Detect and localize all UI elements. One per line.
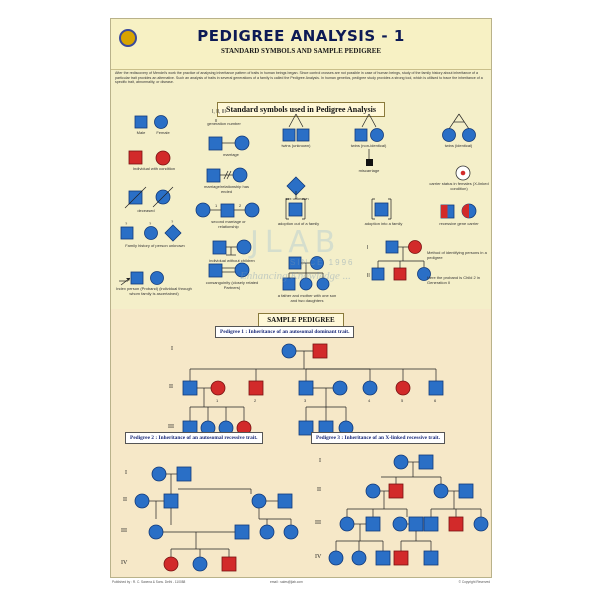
label-gen-numbers: I, II, III <box>212 109 226 115</box>
label-carrier-x: carrier status in females (X-linked condition) <box>429 181 489 191</box>
p3-gen-III: III <box>315 520 321 526</box>
label-with-condition: Individual with condition <box>132 166 176 171</box>
proband-symbol <box>131 272 143 284</box>
miscarriage-symbol <box>366 159 373 166</box>
svg-text:6: 6 <box>434 398 437 403</box>
p1-gen-I: I <box>171 346 173 352</box>
label-proband-note: Here the proband is Child 2 in Generation II <box>427 275 480 285</box>
svg-text:3: 3 <box>304 398 307 403</box>
chart-subtitle: STANDARD SYMBOLS AND SAMPLE PEDIGREE <box>220 47 382 55</box>
label-adoption-out: adoption out of a family <box>277 221 320 226</box>
marriage-female <box>235 136 249 150</box>
label-marriage: marriage <box>223 152 239 157</box>
chart-footer <box>110 580 492 588</box>
male-symbol <box>135 116 147 128</box>
affected-male <box>129 151 142 164</box>
pedigree-2-title: Pedigree 2 : Inheritance of an autosomal recessive trait. <box>125 432 263 444</box>
p2-gen-III: III <box>121 528 127 534</box>
svg-text:?: ? <box>149 221 152 226</box>
pedigree-3-title: Pedigree 3 : Inheritance of an X-linked recessive trait. <box>311 432 445 444</box>
label-twins-unknown: twins (unknown) <box>281 143 311 148</box>
label-sex-unknown: sex unknown <box>285 196 309 201</box>
label-deceased: deceased <box>137 208 155 213</box>
label-marriage-ended: marriage/relationship has ended <box>204 184 249 194</box>
adoption-out-symbol <box>289 203 302 216</box>
label-recessive-carrier: recessive gene carrier <box>439 221 479 226</box>
chart-title: PEDIGREE ANALYSIS - 1 <box>197 27 405 45</box>
label-consanguinity: consanguinity (closely related Partners) <box>205 280 259 290</box>
svg-text:?: ? <box>171 219 174 224</box>
label-female: Female <box>156 130 170 135</box>
svg-text:4: 4 <box>368 398 371 403</box>
svg-text:1: 1 <box>216 398 219 403</box>
svg-text:?: ? <box>125 221 128 226</box>
watermark-logo: JLAB <box>250 225 342 260</box>
svg-text:2: 2 <box>239 203 242 208</box>
svg-text:5: 5 <box>401 398 404 403</box>
label-twins-nonidentical: twins (non-identical) <box>350 143 387 148</box>
intro-paragraph: After the rediscovery of Mendel's work the practice of analysing inheritance pattern of traits in human beings began. Since control crosses are not possible in case of human beings, study of the family history about inheritance of a particular trait provides an alternative. Such an analysis of traits in several generations of a family is called the Pedigree Analysis. In human genetics, pedigree study provides a strong tool, which is utilised to trace the inheritance of a specific trait, abnormality, or disease. <box>115 71 483 85</box>
label-second-marriage: second marriage or relationship <box>211 219 246 229</box>
p3-gen-IV: IV <box>315 554 322 560</box>
label-miscarriage: miscarriage <box>358 168 380 173</box>
label-male: Male <box>136 130 146 135</box>
symbols-heading: Standard symbols used in Pedigree Analysis <box>217 102 385 117</box>
svg-text:I: I <box>367 245 369 251</box>
svg-text:II: II <box>367 273 370 279</box>
svg-text:1: 1 <box>215 203 218 208</box>
footer-email: email : sales@jlab.com <box>270 580 303 584</box>
adoption-into-symbol <box>375 203 388 216</box>
label-twins-identical: twins (identical) <box>444 143 473 148</box>
p2-gen-IV: IV <box>121 560 128 566</box>
p2-gen-I: I <box>125 470 127 476</box>
label-gen-number: generation number <box>207 121 241 126</box>
footer-publisher: Published by : R. C. Saxena & Sons. Delhi - 110088 <box>112 580 186 584</box>
p3-gen-I: I <box>319 458 321 464</box>
female-symbol <box>155 116 168 129</box>
pedigree-chart <box>110 18 492 578</box>
p1-gen-II: II <box>169 384 173 390</box>
label-without-children: individual without children <box>209 258 255 263</box>
watermark-since: SINCE 1996 <box>290 258 355 267</box>
p3-gen-II: II <box>317 487 321 493</box>
label-index-person: Index person (Proband) (individual through whom family is ascertained) <box>116 286 192 296</box>
affected-female <box>156 151 170 165</box>
pedigree-1-title: Pedigree 1 : Inheritance of an autosomal dominant trait. <box>215 326 354 338</box>
watermark-tagline: Enhancing Knowledge ... <box>240 270 351 282</box>
svg-text:2: 2 <box>254 398 257 403</box>
label-adoption-into: adoption into a family <box>364 221 403 226</box>
sample-heading: SAMPLE PEDIGREE <box>258 313 343 327</box>
marriage-male <box>209 137 222 150</box>
label-parents-children: a father and mother with one son and two daughters <box>277 293 337 303</box>
label-family-history: Family history of person unknown <box>125 243 185 248</box>
label-method: Method of identifying persons in a pedigree <box>427 250 487 260</box>
p2-gen-II: II <box>123 497 127 503</box>
footer-copyright: © Copyright Reserved <box>458 580 490 584</box>
p1-gen-III: III <box>168 424 174 430</box>
